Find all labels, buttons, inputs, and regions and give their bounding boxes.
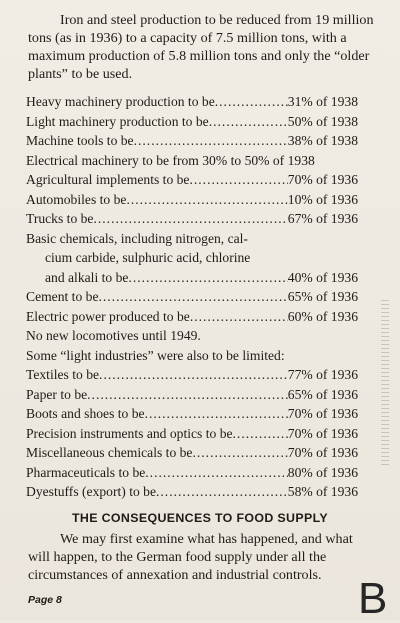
list-item [26, 385, 358, 405]
item-label: Trucks to be [26, 211, 94, 226]
page-marker-letter: B [358, 574, 388, 623]
item-value: 50% of 1938 [287, 113, 358, 129]
intro-paragraph: Iron and steel production to be reduced from 19 million tons (as in 1936) to a capacity of 7.5 million tons, with a maximum production of 5.8 million tons and only the “older plants” to be used. [28, 12, 374, 82]
leader-dots [145, 463, 287, 483]
list-item [26, 443, 358, 463]
list-item [26, 307, 358, 327]
list-item [26, 151, 358, 171]
item-value: 70% of 1936 [287, 172, 358, 187]
chemicals-line-1: Basic chemicals, including nitrogen, cal- [26, 230, 248, 246]
production-list [26, 92, 358, 502]
item-value: 10% of 1936 [287, 191, 358, 207]
item-value: 65% of 1936 [287, 289, 358, 304]
list-item [26, 287, 358, 307]
leader-dots [126, 190, 287, 210]
item-label: Electric power produced to be [26, 308, 190, 324]
list-item [26, 190, 358, 210]
leader-dots [192, 443, 287, 463]
list-item [26, 131, 358, 151]
locomotives-note: No new locomotives until 1949. [26, 328, 201, 343]
list-item [26, 365, 358, 385]
leader-dots [93, 209, 287, 229]
item-value: 70% of 1936 [287, 445, 358, 460]
list-item [26, 424, 358, 444]
item-label: Electrical machinery to be from 30% to [26, 152, 245, 168]
leader-dots [128, 268, 287, 288]
leader-dots [134, 131, 288, 151]
item-value: 67% of 1936 [287, 211, 358, 226]
item-label: Light machinery production to be [26, 113, 209, 129]
item-value: 77% of 1936 [287, 367, 358, 382]
item-value: 65% of 1936 [287, 386, 358, 402]
item-label: Heavy machinery production to be [26, 94, 215, 109]
section-heading: THE CONSEQUENCES TO FOOD SUPPLY [72, 511, 328, 525]
leader-dots [99, 365, 288, 385]
light-industries-intro: Some “light industries” were also to be limited: [26, 347, 285, 363]
leader-dots [215, 92, 288, 112]
leader-dots [156, 482, 288, 502]
scan-edge-marks [381, 300, 389, 465]
list-item [26, 482, 358, 502]
chemicals-line-2: cium carbide, sulphuric acid, chlorine [45, 250, 251, 265]
leader-dots [189, 170, 287, 190]
leader-dots [98, 287, 287, 307]
leader-dots [233, 424, 288, 444]
item-value: 50% of 1938 [244, 152, 315, 168]
item-label: Boots and shoes to be [26, 406, 145, 421]
item-label: Agricultural implements to be [26, 172, 190, 187]
item-value: 80% of 1936 [287, 464, 358, 480]
item-value: 31% of 1938 [287, 94, 358, 109]
item-value: 38% of 1938 [287, 133, 358, 148]
item-label: Pharmaceuticals to be [26, 464, 146, 480]
list-item [26, 209, 358, 229]
item-value: 70% of 1936 [287, 425, 358, 441]
leader-dots [190, 307, 288, 327]
list-item [26, 268, 358, 288]
item-label: Machine tools to be [26, 133, 134, 148]
list-item [26, 404, 358, 424]
item-label: Paper to be [26, 386, 88, 402]
item-label: Miscellaneous chemicals to be [26, 445, 193, 460]
item-value: 58% of 1936 [287, 484, 358, 499]
list-item [26, 112, 358, 132]
item-value: 70% of 1936 [287, 406, 358, 421]
item-label: Precision instruments and optics to be [26, 425, 233, 441]
list-item [26, 92, 358, 112]
leader-dots [145, 404, 288, 424]
food-supply-paragraph: We may first examine what has happened, and what will happen, to the German food supply under all the circumstances of annexation and industrial controls. [28, 531, 353, 583]
item-label: and alkali to be [45, 269, 129, 285]
leader-dots [87, 385, 288, 405]
list-item [26, 170, 358, 190]
item-label: Cement to be [26, 289, 99, 304]
page-number: Page 8 [28, 594, 62, 606]
item-value: 40% of 1936 [287, 269, 358, 285]
list-item [26, 463, 358, 483]
item-label: Textiles to be [26, 367, 100, 382]
item-label: Automobiles to be [26, 191, 127, 207]
leader-dots [209, 112, 288, 132]
item-label: Dyestuffs (export) to be [26, 484, 156, 499]
item-value: 60% of 1936 [287, 308, 358, 324]
